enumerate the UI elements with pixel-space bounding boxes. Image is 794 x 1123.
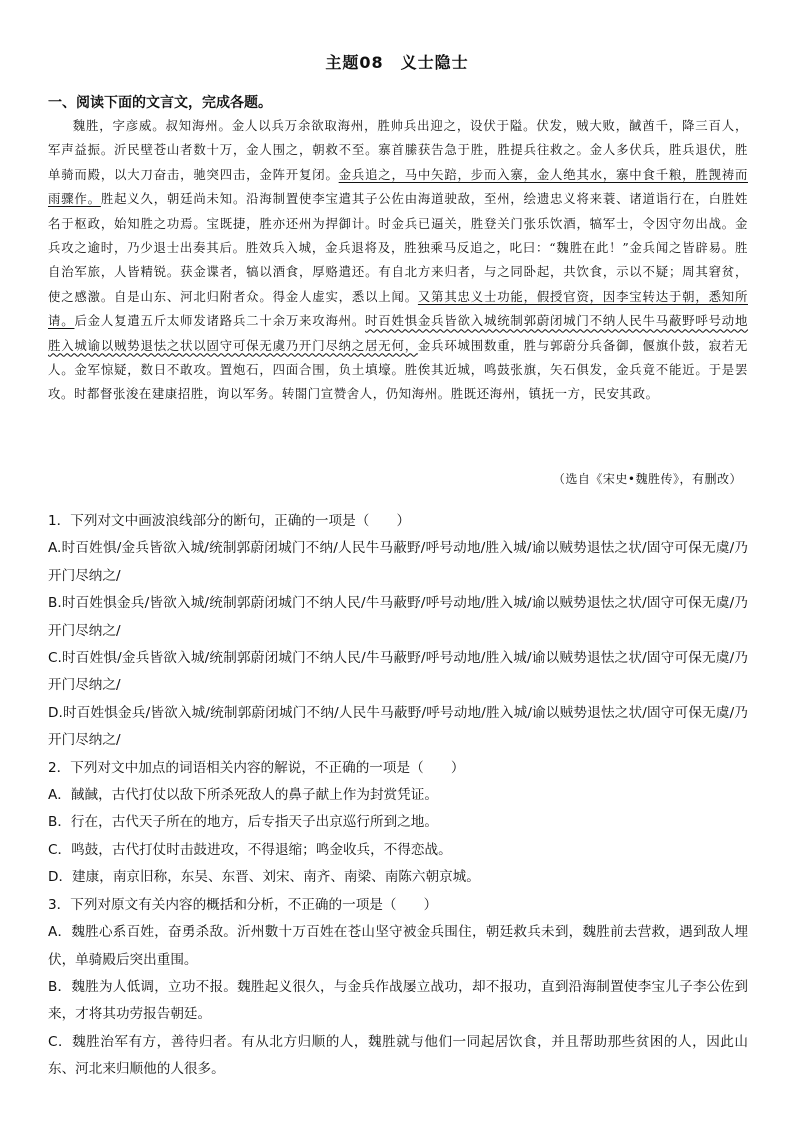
underlined-sentence: 又第其忠义士功能，假授官资，因李宝转达于朝，悉知所请。 <box>48 288 748 329</box>
passage-text: 胜起义久，朝廷尚未知。沿海制置使李宝遣其子公佐由海道驶敌，至州，绘遗忠义将来蓑、诸道诣行在，白胜姓名于枢政，始知胜之功焉。宝既捷，胜亦还州为捍御计。时金兵已逼关，胜登关门张乐饮酒，犒军士，令因守勿出战。金兵攻之逾时，乃少退士出奏其后。胜效兵入城，金兵退将及，胜独乘马反追之，叱曰：“魏胜在此！”金兵闻之皆辟易。胜自治军旅，人皆精锐。获金谍者，犒以酒食，厚赂遣还。有自北方来归者，与之同卧起，共饮食，示以不疑；周其窘贫，使之感激。自是山东、河北归附者众。得金人虚实，悉以上闻。 <box>48 191 748 304</box>
answer-option: B．魏胜为人低调，立功不报。魏胜起义很久，与金兵作战屡立战功，却不报功，直到沿海制置使李宝儿子李公佐到来，才将其功劳报告朝廷。 <box>48 978 748 1023</box>
answer-option: B．行在，古代天子所在的地方，后专指天子出京巡行所到之地。 <box>48 814 438 831</box>
passage-text: 金兵环城围数重，胜与郭蔚分兵备御，偃旗仆鼓，寂若无人。金军惊疑，数日不敢攻。置炮石，四面合围，负土填壕。胜俟其近城，鸣鼓张旗，矢石俱发，金兵竟不能近。于是罢攻。时都督张浚在建康招胜，询以军务。转閤门宣赞舍人，仍知海州。胜既还海州，镇抚一方，民安其政。 <box>48 337 748 402</box>
answer-option: C.时百姓惧/金兵皆欲入城/统制郭蔚闭城门不纳人民/牛马蔽野/呼号动地/胜入城/谕以贼势退怯之状/固守可保无虞/乃开门尽纳之/ <box>48 650 748 694</box>
answer-option: D．建康，南京旧称，东吴、东晋、刘宋、南齐、南梁、南陈六朝京城。 <box>48 869 480 886</box>
wavy-underlined-sentence: 时百姓惧金兵皆欲入城统制郭蔚闭城门不纳人民牛马蔽野呼号动地胜入城谕以贼势退怯之状以固守可保无虞乃开门尽纳之居无何， <box>48 313 749 353</box>
question-stem: 3．下列对原文有关内容的概括和分析，不正确的一项是（ ） <box>48 896 438 913</box>
section-heading: 一、阅读下面的文言文，完成各题。 <box>48 95 272 111</box>
answer-option: A．魏胜心系百姓，奋勇杀敌。沂州數十万百姓在苍山坚守被金兵围住，朝廷救兵未到，魏胜前去营救，遇到敌人埋伏，单骑殿后突出重围。 <box>48 924 748 968</box>
source-citation: （选自《宋史•魏胜传》，有删改） <box>552 472 742 486</box>
passage-text: 后金人复遣五斤太师发诸路兵二十余万来攻海州。 <box>74 313 366 329</box>
page-title: 主题08 义士隐士 <box>325 53 469 72</box>
classical-passage <box>48 114 748 407</box>
answer-option: C．魏胜治军有方，善待归者。有从北方归顺的人，魏胜就与他们一同起居饮食，并且帮助那些贫困的人，因此山东、河北来归顺他的人很多。 <box>48 1033 748 1078</box>
underlined-sentence: 金兵追之，马中矢踣，步而入寨，金人绝其水，寨中食千粮，胜觊祷而雨骤作。 <box>48 166 748 207</box>
answer-option: C．鸣鼓，古代打仗时击鼓进攻，不得退缩；鸣金收兵，不得恋战。 <box>48 841 452 858</box>
answer-option: B.时百姓惧金兵/皆欲入城/统制郭蔚闭城门不纳人民/牛马蔽野/呼号动地/胜入城/谕以贼势退怯之状/固守可保无虞/乃开门尽纳之/ <box>48 595 748 639</box>
answer-option: A．馘馘，古代打仗以敌下所杀死敌人的鼻子献上作为封赏凭证。 <box>48 787 438 804</box>
question-stem: 1．下列对文中画波浪线部分的断句，正确的一项是（ ） <box>48 513 411 529</box>
answer-option: A.时百姓惧/金兵皆欲入城/统制郭蔚闭城门不纳/人民牛马蔽野/呼号动地/胜入城/谕以贼势退怯之状/固守可保无虞/乃开门尽纳之/ <box>48 540 748 584</box>
passage-text: 魏胜，字彦威。叔知海州。金人以兵万余欲取海州，胜帅兵出迎之，设伏于隘。伏发，贼大败，馘酋千，降三百人，军声益振。沂民壁苍山者数十万，金人围之，朝救不至。寨首縢获告急于胜，胜提兵往救之。金人多伏兵，胜兵退伏，胜单骑而殿，以大刀奋击，驰突四击，金阵开复闭。 <box>48 118 748 182</box>
question-list <box>48 508 748 1084</box>
answer-option: D.时百姓惧金兵/皆欲入城/统制郭蔚闭城门不纳/人民牛马蔽野/呼号动地/胜入城/谕以贼势退怯之状/固守可保无虞/乃开门尽纳之/ <box>48 704 748 749</box>
question-stem: 2．下列对文中加点的词语相关内容的解说，不正确的一项是（ ） <box>48 759 465 776</box>
